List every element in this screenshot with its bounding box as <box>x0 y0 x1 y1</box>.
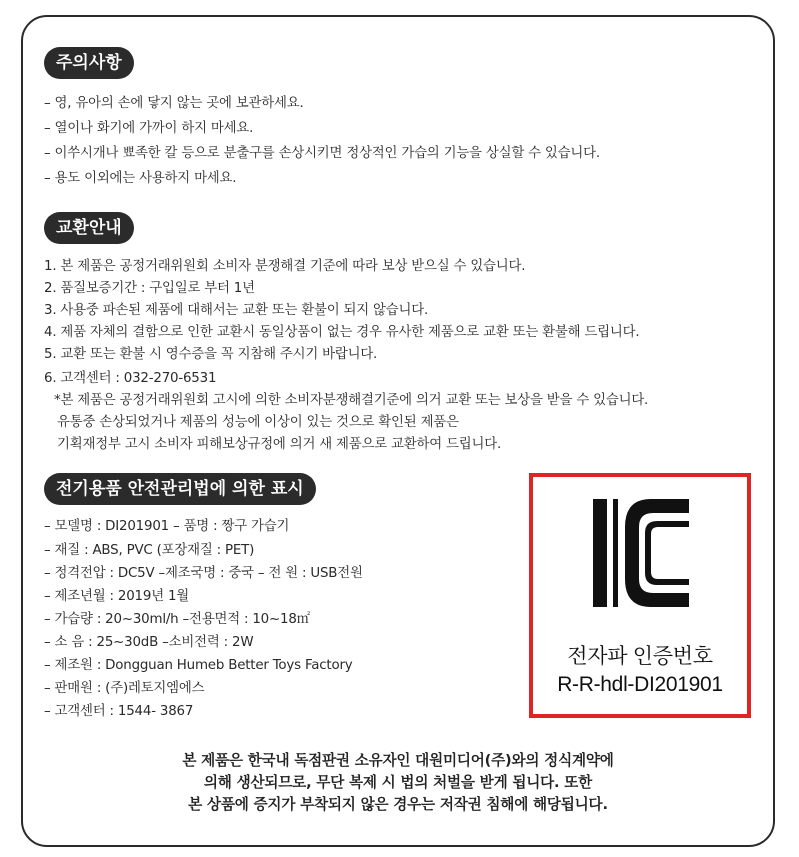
safety-item: – 가습량 : 20~30ml/h –전용면적 : 10~18㎡ <box>44 612 310 627</box>
safety-item: – 재질 : ABS, PVC (포장재질 : PET) <box>44 543 255 558</box>
safety-item: – 제조원 : Dongguan Humeb Better Toys Factory <box>44 658 353 673</box>
caution-item: – 영, 유아의 손에 닿지 않는 곳에 보관하세요. <box>44 96 304 111</box>
safety-item: – 고객센터 : 1544- 3867 <box>44 704 194 719</box>
exchange-heading: 교환안내 <box>44 212 134 244</box>
safety-item: – 정격전압 : DC5V –제조국명 : 중국 – 전 원 : USB전원 <box>44 566 363 581</box>
exchange-note: 유통중 손상되었거나 제품의 성능에 이상이 있는 것으로 확인된 제품은 <box>57 415 459 430</box>
exchange-item: 1. 본 제품은 공정거래위원회 소비자 분쟁해결 기준에 따라 보상 받으실 수 있습니다. <box>44 259 526 274</box>
safety-item: – 모델명 : DI201901 – 품명 : 짱구 가습기 <box>44 519 290 534</box>
exchange-item: 6. 고객센터 : 032-270-6531 <box>44 371 217 386</box>
safety-item: – 판매원 : (주)레토지엠에스 <box>44 681 205 696</box>
safety-heading: 전기용품 안전관리법에 의한 표시 <box>44 473 316 505</box>
caution-heading: 주의사항 <box>44 47 134 79</box>
exchange-item: 5. 교환 또는 환불 시 영수증을 꼭 지참해 주시기 바랍니다. <box>44 347 378 362</box>
kc-cert-number: R-R-hdl-DI201901 <box>557 673 723 696</box>
exchange-note: *본 제품은 공정거래위원회 고시에 의한 소비자분쟁해결기준에 의거 교환 또는 보상을 받을 수 있습니다. <box>54 393 649 408</box>
safety-item: – 소 음 : 25~30dB –소비전력 : 2W <box>44 635 254 650</box>
kc-certification-box <box>529 473 751 718</box>
exchange-item: 2. 품질보증기간 : 구입일로 부터 1년 <box>44 281 255 296</box>
copyright-notice-line: 의해 생산되므로, 무단 복제 시 법의 처벌을 받게 됩니다. 또한 <box>203 774 593 791</box>
copyright-notice-line: 본 상품에 증지가 부착되지 않은 경우는 저작권 침해에 해당됩니다. <box>188 796 608 813</box>
exchange-item: 3. 사용중 파손된 제품에 대해서는 교환 또는 환불이 되지 않습니다. <box>44 303 429 318</box>
kc-cert-label: 전자파 인증번호 <box>567 645 713 668</box>
exchange-note: 기획재정부 고시 소비자 피해보상규정에 의거 새 제품으로 교환하여 드립니다. <box>57 437 502 452</box>
safety-item: – 제조년월 : 2019년 1월 <box>44 589 190 604</box>
caution-item: – 열이나 화기에 가까이 하지 마세요. <box>44 121 254 136</box>
caution-item: – 이쑤시개나 뾰족한 칼 등으로 분출구를 손상시키면 정상적인 가습의 기능을 상실할 수 있습니다. <box>44 146 600 161</box>
exchange-item: 4. 제품 자체의 결함으로 인한 교환시 동일상품이 없는 경우 유사한 제품으로 교환 또는 환불해 드립니다. <box>44 325 640 340</box>
caution-item: – 용도 이외에는 사용하지 마세요. <box>44 171 237 186</box>
copyright-notice-line: 본 제품은 한국내 독점판권 소유자인 대원미디어(주)와의 정식계약에 <box>182 752 614 769</box>
kc-certification-mark-icon <box>591 497 691 609</box>
document-frame <box>21 15 775 847</box>
